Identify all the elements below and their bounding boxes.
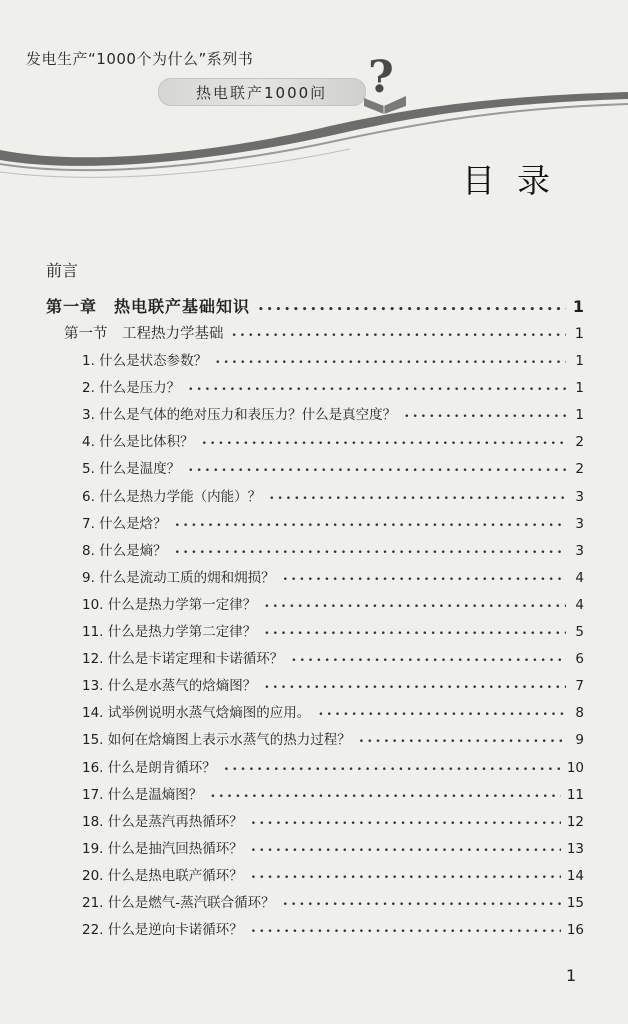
toc-item-title: 21. 什么是燃气-蒸汽联合循环？ [82, 895, 275, 911]
toc-item-row [82, 349, 584, 369]
dot-leader [202, 439, 566, 449]
toc-item-row [82, 918, 584, 938]
dot-leader [224, 765, 561, 775]
dot-leader [291, 656, 566, 666]
dot-leader [269, 494, 566, 504]
dot-leader [318, 710, 566, 720]
toc-item-title: 15. 如何在焓熵图上表示水蒸气的热力过程？ [82, 732, 351, 749]
toc-item-row [82, 756, 584, 776]
dot-leader [359, 737, 566, 747]
toc-item-title: 19. 什么是抽汽回热循环？ [82, 840, 243, 857]
toc-page-number: 1 [574, 326, 584, 342]
toc-item-title: 6. 什么是热力学能（内能）？ [82, 488, 262, 505]
dot-leader [283, 575, 566, 585]
dot-leader [283, 900, 561, 910]
dot-leader [264, 602, 566, 612]
dot-leader [175, 548, 566, 558]
toc-item-title: 14. 试举例说明水蒸气焓熵图的应用。 [82, 705, 311, 722]
toc-page-number: 1 [575, 353, 584, 369]
dot-leader [264, 629, 566, 639]
toc-page-number: 4 [575, 569, 584, 586]
toc-page-number: 3 [575, 542, 584, 559]
toc-item-title: 1. 什么是状态参数？ [82, 353, 208, 369]
toc-page-number: 6 [575, 651, 584, 668]
toc-item-row [82, 620, 584, 640]
toc-item-title: 5. 什么是温度？ [82, 461, 181, 478]
toc-page-number: 2 [575, 461, 584, 478]
page-folio: 1 [566, 966, 577, 985]
toc-item-title: 9. 什么是流动工质的㶲和㶲损？ [82, 569, 275, 586]
toc-item-title: 11. 什么是热力学第二定律？ [82, 624, 257, 640]
toc-item-row [82, 485, 584, 505]
toc-page-number: 15 [566, 895, 584, 911]
toc-item-row [82, 566, 584, 586]
toc-item-title: 16. 什么是朗肯循环？ [82, 759, 216, 776]
toc-page-number: 11 [566, 786, 584, 803]
toc-item-row [82, 674, 584, 694]
book-title: 热电联产1000问 [196, 84, 328, 102]
dot-leader [258, 305, 566, 315]
toc-item-row [82, 430, 584, 450]
toc-item-row [82, 403, 584, 423]
toc-chapter-title: 第一章 热电联产基础知识 [46, 297, 251, 316]
toc-page-number: 8 [575, 705, 584, 722]
toc-page-number: 1 [575, 380, 584, 397]
toc-item-row [82, 593, 584, 613]
toc-item-title: 2. 什么是压力？ [82, 380, 181, 397]
toc-item-row [82, 647, 584, 667]
toc-item-row [82, 837, 584, 857]
toc-page-number: 12 [566, 813, 584, 830]
toc-item-row [82, 864, 584, 884]
toc-page-number: 13 [566, 840, 584, 857]
toc-item-title: 12. 什么是卡诺定理和卡诺循环？ [82, 651, 284, 668]
toc-page-number: 1 [572, 297, 584, 316]
toc-item-title: 20. 什么是热电联产循环？ [82, 867, 243, 884]
dot-leader [251, 927, 561, 937]
dot-leader [188, 385, 566, 395]
toc-item-row [82, 783, 584, 803]
toc-item-title: 4. 什么是比体积？ [82, 434, 194, 451]
toc-page-number: 3 [575, 488, 584, 505]
toc-section-row [64, 322, 584, 343]
toc-item-title: 22. 什么是逆向卡诺循环？ [82, 922, 243, 939]
dot-leader [188, 466, 566, 476]
dot-leader [210, 792, 561, 802]
series-title: 发电生产“1000个为什么”系列书 [26, 50, 254, 68]
dot-leader [251, 873, 561, 883]
toc-page-number: 2 [575, 434, 584, 451]
toc-page-number: 7 [575, 678, 584, 695]
dot-leader [215, 358, 566, 368]
toc-page-number: 5 [575, 624, 584, 640]
dot-leader [232, 331, 567, 341]
toc-page-number: 10 [566, 759, 584, 776]
dot-leader [251, 846, 561, 856]
toc-item-title: 3. 什么是气体的绝对压力和表压力？什么是真空度？ [82, 407, 397, 424]
dot-leader [404, 412, 566, 422]
question-mark-book-icon [360, 50, 410, 114]
toc-item-title: 13. 什么是水蒸气的焓熵图？ [82, 678, 257, 695]
dot-leader [251, 819, 561, 829]
toc-item-row [82, 701, 584, 721]
toc-heading: 目录 [462, 161, 572, 200]
toc-item-title: 10. 什么是热力学第一定律？ [82, 596, 257, 613]
toc-item-row [82, 810, 584, 830]
toc-item-row [82, 512, 584, 532]
svg-text:?: ? [368, 52, 394, 103]
toc-item-title: 7. 什么是焓？ [82, 515, 167, 532]
toc-item-row [82, 376, 584, 396]
toc-item-row [82, 728, 584, 748]
dot-leader [175, 521, 566, 531]
toc-page-number: 3 [575, 515, 584, 532]
toc-page-number: 14 [566, 867, 584, 884]
toc-item-title: 17. 什么是温熵图？ [82, 786, 203, 803]
toc-item-title: 18. 什么是蒸汽再热循环？ [82, 813, 243, 830]
toc-item-row [82, 539, 584, 559]
dot-leader [264, 683, 566, 693]
toc-item-row [82, 891, 584, 911]
toc-page-number: 1 [575, 407, 584, 424]
toc-page-number: 4 [575, 596, 584, 613]
toc-page-number: 16 [566, 922, 584, 939]
toc-item-title: 8. 什么是熵？ [82, 542, 167, 559]
toc-item-row [82, 457, 584, 477]
toc-chapter-row [46, 294, 584, 317]
toc-section-title: 第一节 工程热力学基础 [64, 326, 224, 342]
toc-page-number: 9 [575, 732, 584, 749]
toc-preface: 前言 [46, 261, 79, 280]
